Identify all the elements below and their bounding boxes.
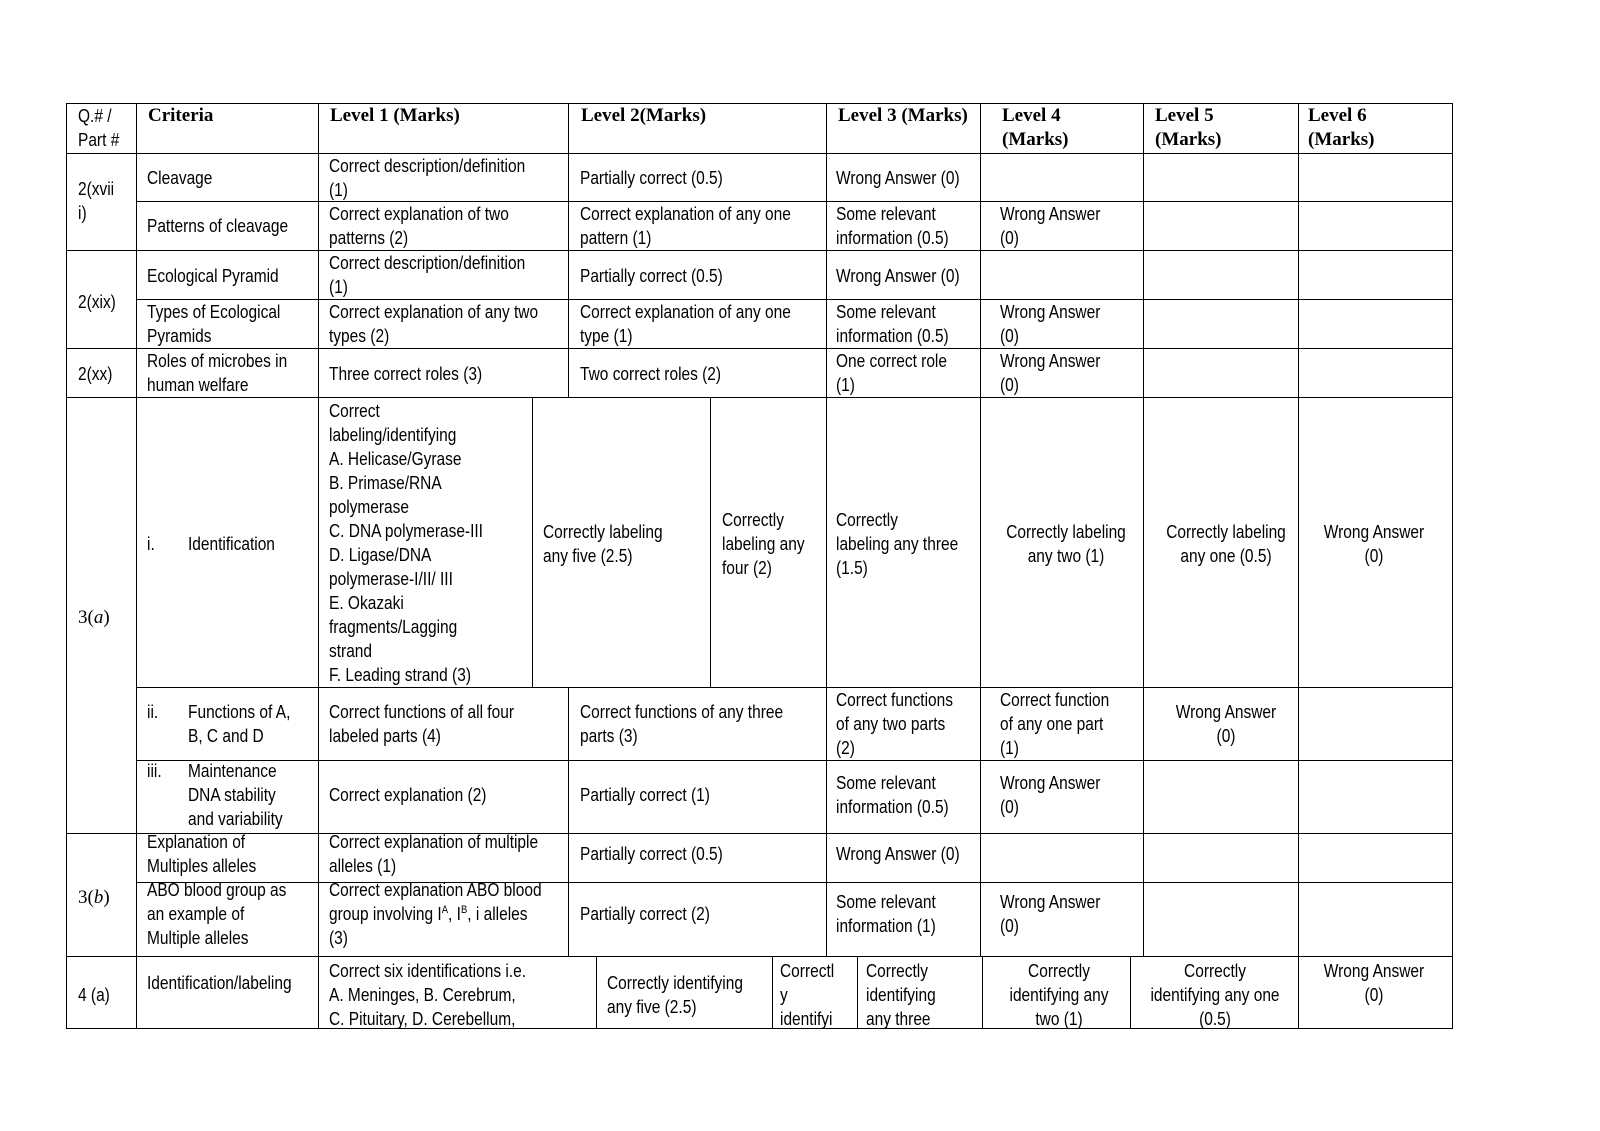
explanation-level3: Wrong Answer (0) xyxy=(836,844,960,864)
criteria-patterns: Patterns of cleavage xyxy=(147,216,289,236)
identification-level1-line: E. Okazaki xyxy=(329,593,404,613)
table-column-border xyxy=(1130,956,1131,1029)
cleavage-level2: Partially correct (0.5) xyxy=(580,168,723,188)
patterns-level2: Correct explanation of any one pattern (1) xyxy=(580,204,791,248)
header-level2: Level 2(Marks) xyxy=(581,105,707,126)
table-column-border xyxy=(982,956,983,1029)
table-column-border xyxy=(710,397,711,688)
table-column-border xyxy=(1298,956,1299,1029)
identification-level1-line: D. Ligase/DNA xyxy=(329,545,432,565)
table-column-border xyxy=(1143,103,1144,957)
header-level3: Level 3 (Marks) xyxy=(838,105,968,126)
identification-level1 xyxy=(329,399,483,687)
q4a-any-one: Correctly identifying any one (0.5) xyxy=(1150,961,1280,1029)
qpart-2xviii: 2(xvii i) xyxy=(78,179,115,223)
pyramid-level3: Wrong Answer (0) xyxy=(836,266,960,286)
criteria-explanation-alleles: Explanation of Multiples alleles xyxy=(147,832,257,876)
table-column-border xyxy=(857,956,858,1029)
identification-any-four: Correctly labeling any four (2) xyxy=(722,510,805,578)
abo-level4: Wrong Answer (0) xyxy=(1000,892,1101,936)
qpart-2xx: 2(xx) xyxy=(78,364,113,384)
header-level6: Level 6 (Marks) xyxy=(1308,105,1375,150)
abo-level2: Partially correct (2) xyxy=(580,904,710,924)
table-column-border xyxy=(136,103,137,1029)
criteria-abo: ABO blood group as an example of Multiple alleles xyxy=(147,880,287,948)
identification-any-five: Correctly labeling any five (2.5) xyxy=(543,522,663,566)
table-column-border xyxy=(532,397,533,688)
criteria-roles-microbes: Roles of microbes in human welfare xyxy=(147,351,288,395)
patterns-level3: Some relevant information (0.5) xyxy=(836,204,949,248)
criteria-types-pyramids: Types of Ecological Pyramids xyxy=(147,302,281,346)
identification-level1-line: polymerase xyxy=(329,497,410,517)
maintenance-level1: Correct explanation (2) xyxy=(329,785,487,805)
roles-level4: Wrong Answer (0) xyxy=(1000,351,1101,395)
table-row-border xyxy=(66,833,1453,834)
table-column-border xyxy=(980,103,981,957)
identification-num: i. xyxy=(147,534,155,554)
identification-level1-line: B. Primase/RNA xyxy=(329,473,442,493)
table-column-border xyxy=(568,103,569,398)
maintenance-num: iii. xyxy=(147,761,162,781)
functions-level3: Correct functions of any two parts (2) xyxy=(836,690,954,758)
patterns-level1: Correct explanation of two patterns (2) xyxy=(329,204,509,248)
table-row-border xyxy=(66,956,1453,957)
table-row-border xyxy=(66,397,1453,398)
functions-level1: Correct functions of all four labeled parts (4) xyxy=(329,702,514,746)
header-level4: Level 4 (Marks) xyxy=(1002,105,1069,150)
types-level1: Correct explanation of any two types (2) xyxy=(329,302,539,346)
maintenance-level3: Some relevant information (0.5) xyxy=(836,773,949,817)
criteria-cleavage: Cleavage xyxy=(147,168,213,188)
criteria-identification: Identification xyxy=(188,534,275,554)
identification-level1-line: fragments/Lagging xyxy=(329,617,458,637)
functions-level4: Correct function of any one part (1) xyxy=(1000,690,1110,758)
abo-level3: Some relevant information (1) xyxy=(836,892,936,936)
table-row-border xyxy=(66,250,1453,251)
identification-any-two: Correctly labeling any two (1) xyxy=(1006,522,1126,566)
q4a-wrong: Wrong Answer (0) xyxy=(1323,961,1425,1005)
identification-level1-line: F. Leading strand (3) xyxy=(329,665,471,685)
table-row-border xyxy=(66,153,1453,154)
types-level3: Some relevant information (0.5) xyxy=(836,302,949,346)
explanation-level1: Correct explanation of multiple alleles (1) xyxy=(329,832,539,876)
cleavage-level3: Wrong Answer (0) xyxy=(836,168,960,188)
header-level1: Level 1 (Marks) xyxy=(330,105,460,126)
types-level4: Wrong Answer (0) xyxy=(1000,302,1101,346)
table-row-border xyxy=(136,687,1453,688)
table-column-border xyxy=(1452,103,1453,1029)
maintenance-level4: Wrong Answer (0) xyxy=(1000,773,1101,817)
q4a-any-two: Correctly identifying any two (1) xyxy=(1009,961,1109,1029)
q4a-any-five: Correctly identifying any five (2.5) xyxy=(607,973,743,1017)
identification-any-one: Correctly labeling any one (0.5) xyxy=(1166,522,1286,566)
cleavage-level1: Correct description/definition (1) xyxy=(329,156,526,200)
q4a-any-three: Correctly identifying any three xyxy=(866,961,936,1029)
criteria-ecological-pyramid: Ecological Pyramid xyxy=(147,266,279,286)
roles-level3: One correct role (1) xyxy=(836,351,947,395)
qpart-4a: 4 (a) xyxy=(78,985,110,1005)
functions-num: ii. xyxy=(147,702,159,722)
q4a-any-four: Correctl y identifyi xyxy=(780,961,835,1029)
qpart-3b: 3(b) xyxy=(78,887,110,908)
roles-level1: Three correct roles (3) xyxy=(329,364,483,384)
table-column-border xyxy=(772,956,773,1029)
header-criteria: Criteria xyxy=(148,105,214,126)
qpart-3a: 3(a) xyxy=(78,607,110,628)
pyramid-level1: Correct description/definition (1) xyxy=(329,253,526,297)
identification-level1-line: Correct xyxy=(329,401,380,421)
qpart-2xix: 2(xix) xyxy=(78,292,116,312)
identification-wrong: Wrong Answer (0) xyxy=(1323,522,1425,566)
table-column-border xyxy=(318,103,319,1029)
functions-level2: Correct functions of any three parts (3) xyxy=(580,702,784,746)
maintenance-level2: Partially correct (1) xyxy=(580,785,710,805)
table-column-border xyxy=(596,956,597,1029)
functions-level5: Wrong Answer (0) xyxy=(1175,702,1277,746)
table-column-border xyxy=(826,103,827,957)
criteria-identification-labeling: Identification/labeling xyxy=(147,973,292,993)
identification-level1-line: strand xyxy=(329,641,373,661)
types-level2: Correct explanation of any one type (1) xyxy=(580,302,791,346)
criteria-functions: Functions of A, B, C and D xyxy=(188,702,291,746)
table-row-border xyxy=(136,760,1453,761)
table-column-border xyxy=(568,687,569,957)
patterns-level4: Wrong Answer (0) xyxy=(1000,204,1101,248)
identification-level1-line: polymerase-I/II/ III xyxy=(329,569,453,589)
identification-any-three: Correctly labeling any three (1.5) xyxy=(836,510,959,578)
abo-level1: Correct explanation ABO blood group involving $I^A$, $I^B$, i alleles (3) xyxy=(329,880,542,948)
identification-level1-line: labeling/identifying xyxy=(329,425,457,445)
identification-level1-line: A. Helicase/Gyrase xyxy=(329,449,462,469)
pyramid-level2: Partially correct (0.5) xyxy=(580,266,723,286)
criteria-maintenance: Maintenance DNA stability and variability xyxy=(188,761,283,829)
identification-level1-line: C. DNA polymerase-III xyxy=(329,521,483,541)
roles-level2: Two correct roles (2) xyxy=(580,364,722,384)
table-column-border xyxy=(66,103,67,1029)
table-row-border xyxy=(66,103,1453,104)
header-level5: Level 5 (Marks) xyxy=(1155,105,1222,150)
header-qpart: Q.# / Part # xyxy=(78,106,120,150)
q4a-level1: Correct six identifications i.e. A. Meninges, B. Cerebrum, C. Pituitary, D. Cerebellum, xyxy=(329,961,527,1029)
explanation-level2: Partially correct (0.5) xyxy=(580,844,723,864)
